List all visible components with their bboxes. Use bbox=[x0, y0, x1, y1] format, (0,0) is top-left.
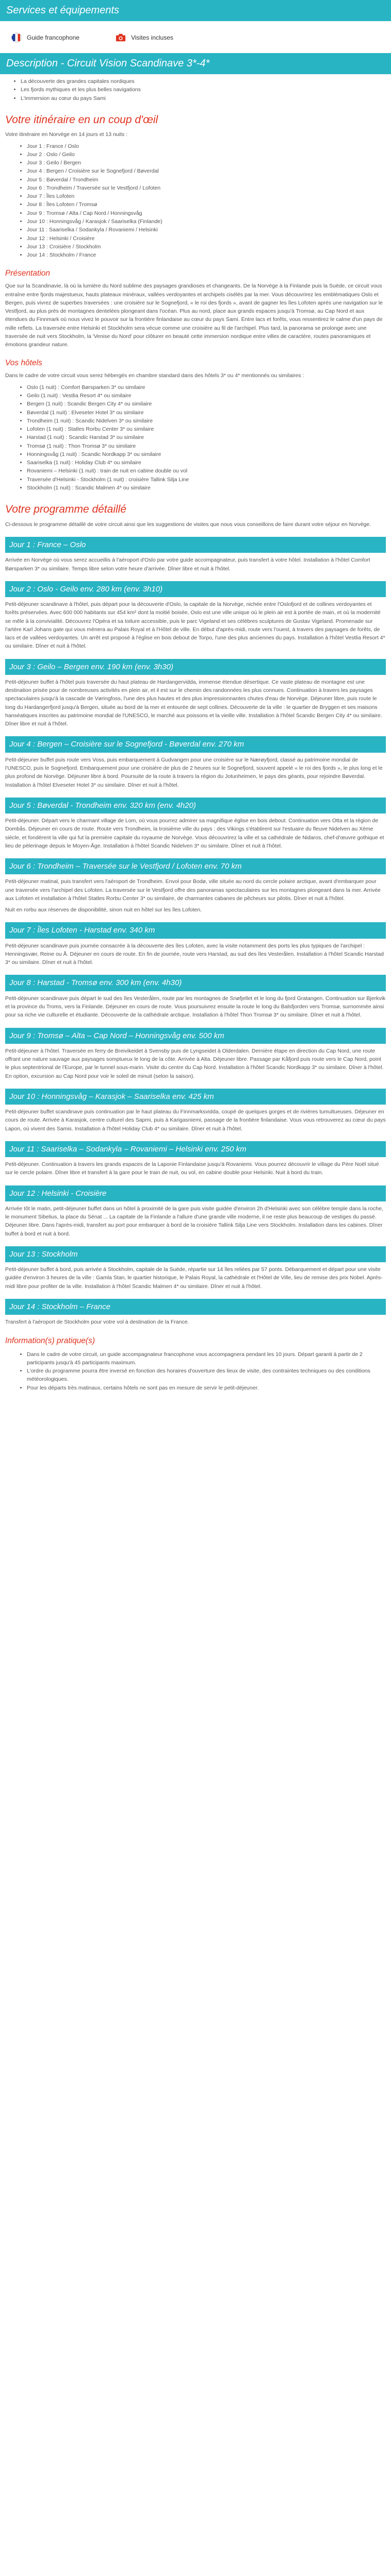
day-title: Jour 5 : Bøverdal - Trondheim env. 320 km (env. 4h20) bbox=[5, 798, 386, 814]
itinerary-list bbox=[5, 142, 386, 260]
day-text: Petit-déjeuner scandinave à l'hôtel, puis départ pour la découverte d'Oslo, la capitale de la Norvège, nichée entre l'Oslofjord et de collines verdoyantes et forêts préservées. Avec 600 000 habitants sur 454 km² dont la moitié boisée, Oslo est une ville unique où le plein air est à portée de main, et où la modernité se mêle à la convivialité. Découvrez l'Opéra et sa toiture accessible, puis le parc Vigeland et ses célèbres sculptures de Gustav Vigeland. Promenade sur l'artère Karl Johans gate qui vous mènera au Palais Royal et à l'Hôtel de ville. En début d'après-midi, route vers l'ouest, à travers des paysages de forêts, de lacs et de vallées verdoyantes. Un arrêt est proposé à l'église en bois debout de Torpo, l'une des plus anciennes du pays. Installation à l'hôtel Vestlia Resort 4* ou similaire. Dîner et nuit à l'hôtel. bbox=[5, 601, 385, 650]
information-item: • Pour les départs très matinaux, certains hôtels ne sont pas en mesure de servir le petit-déjeuner. bbox=[27, 1384, 386, 1392]
itinerary-day: • Jour 10 : Honningsvåg / Karasjok / Saariselka (Finlande) bbox=[27, 217, 386, 226]
day-title: Jour 9 : Tromsø – Alta – Cap Nord – Honningsvåg env. 500 km bbox=[5, 1028, 386, 1044]
itinerary-day: • Jour 3 : Geilo / Bergen bbox=[27, 159, 386, 167]
hotel-item: • Tromsø (1 nuit) : Thon Tromsø 3* ou similaire bbox=[27, 442, 386, 450]
day-title: Jour 14 : Stockholm – France bbox=[5, 1299, 386, 1315]
day-title: Jour 1 : France – Oslo bbox=[5, 537, 386, 553]
itinerary-day: • Jour 14 : Stockholm / France bbox=[27, 251, 386, 259]
day-text: Petit-déjeuner scandinave puis départ le sud des îles Vesterålen, route par les montagnes de Snøfjellet et le long du fjord Gratangen. Continuation sur Bjerkvik et la province du Troms, vers la Finlande. Déjeuner en cours de route. Vous poursuivrez ensuite la route le long du Balsfjorden vers Tromsø, surnommée ainsi pour sa riche vie culturelle et étudiante. Découverte de la cathédrale arctique. Installation à l'hôtel Thon Tromsø 3* ou similaire. Dîner et nuit à l'hôtel. bbox=[5, 995, 386, 1019]
hotel-item: • Trondheim (1 nuit) : Scandic Nidelven 3* ou similaire bbox=[27, 417, 386, 425]
day-text: Transfert à l'aéroport de Stockholm pour votre vol à destination de la France. bbox=[5, 1319, 189, 1326]
hotels-title: Vos hôtels bbox=[5, 359, 42, 368]
day-title: Jour 3 : Geilo – Bergen env. 190 km (env. 3h30) bbox=[5, 659, 386, 675]
itinerary-day: • Jour 8 : Îles Lofoten / Tromsø bbox=[27, 200, 386, 209]
itinerary-day: • Jour 6 : Trondheim / Traversée sur le Vestfjord / Lofoten bbox=[27, 184, 386, 192]
day-title: Jour 2 : Oslo - Geilo env. 280 km (env. 3h10) bbox=[5, 581, 386, 597]
day-text: Arrivée en Norvège où vous serez accueillis à l'aéroport d'Oslo par votre guide accompagnateur, puis transfert à votre hôtel. Installation à l'hôtel Comfort Børsparken 3* ou similaire. Temps libre selon votre heure d'arrivée. Dîner libre et nuit à l'hôtel. bbox=[5, 557, 370, 572]
itinerary-day: • Jour 9 : Tromsø / Alta / Cap Nord / Honningsvåg bbox=[27, 209, 386, 217]
day-note: Nuit en rorbu aux réserves de disponibilité, sinon nuit en hôtel sur les îles Lofoten. bbox=[5, 907, 202, 913]
highlights-list bbox=[5, 77, 386, 103]
day-title: Jour 4 : Bergen – Croisière sur le Sognefjord - Bøverdal env. 270 km bbox=[5, 736, 386, 752]
day-text: Petit-déjeuner buffet puis route vers Voss, puis embarquement à Gudvangen pour une croisière sur le Nærøyfjord, classé au patrimoine mondial de l'UNESCO, puis le Sognefjord. Embarquement pour une croisière de plus de 2 heures sur le Sognefjord, souvent appelé « le roi des fjords », le plus long et le plus profond de Norvège. Déjeuner libre à bord. Poursuite de la route à travers la région du Jotunheimen, le pays des géants, pour rejoindre Bøverdal. Installation à l'hôtel Elveseter Hotel 3* ou similaire. Dîner et nuit à l'hôtel. bbox=[5, 756, 383, 788]
day-text: Petit-déjeuner. Continuation à travers les grands espaces de la Laponie Finlandaise jusqu'à Rovaniemi. Vous pourrez découvrir le village du Père Noël situé sur le cercle polaire. Dîner libre et transfert à la gare pour le train de nuit, ou vol, en cabine double pour Helsinki. Nuit à bord du train. bbox=[5, 1161, 379, 1176]
day-text: Petit-déjeuner buffet à l'hôtel puis traversée du haut plateau de Hardangervidda, immense étendue désertique. Ce vaste plateau de montagne est une destination prisée pour de nombreuses activités en plein air, et il est sur le chemin des randonnées les plus connues. Continuation à travers les paysages spectaculaires jusqu'à la cascade de Vøringfoss, l'une des plus hautes et des plus impressionnantes chutes d'eau de Norvège. Déjeuner libre, puis route le long du Hardangerfjord jusqu'à Bergen, située au bord de la mer et entourée de sept collines. Découverte de la ville : le quartier de Bryggen et ses maisons hanséatiques inscrites au patrimoine mondial de l'UNESCO, le marché aux poissons et la vieille ville. Installation à l'hôtel Scandic Bergen City 4* ou similaire. Dîner libre et nuit à l'hôtel. bbox=[5, 679, 382, 727]
program-intro: Ci-dessous le programme détaillé de votre circuit ainsi que les suggestions de visites que nous vous conseillons de faire durant votre séjour en Norvège. bbox=[5, 521, 371, 528]
information-item: • Dans le cadre de votre circuit, un guide accompagnateur francophone vous accompagnera pendant les 10 jours. Départ garanti à partir de 2 participants jusqu'à 45 participants maximum. bbox=[27, 1350, 386, 1367]
presentation-text: Que sur la Scandinavie, là où la lumière du Nord sublime des paysages grandioses et changeants. De la Norvège à la Finlande puis la Suède, ce circuit vous entraîne entre fjords majestueux, hauts plateaux minéraux, vallées verdoyantes et archipels cisélés par la mer. Vous découvrirez les emblématiques Oslo et Bergen, puis vivrez de superbes traversées : une croisière sur le Sognefjord, « le roi des fjords », avant de gagner les îles Lofoten après une navigation sur le Vestfjord, au plus près de montagnes dentelées plongeant dans l'océan. Plus au nord, place aux grands espaces jusqu'à Tromsø, au Cap Nord et aux étendues du Finnmark où nous vivez le pouvoir sur la frontière finlandaise au cœur du pays Sami. Entre lacs et forêts, vous ressentirez le calme d'un pays de mille reflets. La traversée entre Helsinki et Stockholm sera vécue comme une croisière au fil de l'archipel. Plus tard, la panorama se prolonge avec une traversée de nuit vers Stockholm, la 'Venise du Nord' pour clôturer en beauté cette immersion nordique entre villes de caractère, routes panoramiques et émotions grandeur nature. bbox=[5, 283, 383, 348]
itinerary-day: • Jour 7 : Îles Lofoten bbox=[27, 192, 386, 200]
day-text: Petit-déjeuner scandinave puis journée consacrée à la découverte des îles Lofoten, avec la visite notamment des ports les plus typiques de l'archipel : Henningsvær, Reine ou Å. Déjeuner en cours de route. En fin de journée, route vers Harstad, au sud des îles Vesterålen. Installation à l'hôtel Scandic Harstad 3* ou similaire. Dîner et nuit à l'hôtel. bbox=[5, 942, 384, 966]
hotel-item: • Stockholm (1 nuit) : Scandic Malmen 4* ou similaire bbox=[27, 484, 386, 492]
presentation-title: Présentation bbox=[5, 269, 51, 278]
itinerary-day: • Jour 11 : Saariselka / Sodankyla / Rovaniemi / Helsinki bbox=[27, 226, 386, 234]
service-visits-label: Visites incluses bbox=[131, 34, 173, 41]
hotels-intro: Dans le cadre de votre circuit vous serez hébergés en chambre standard dans des hôtels 3* ou 4* mentionnés ou similaires : bbox=[5, 372, 304, 379]
day-text: Petit-déjeuner. Départ vers le charmant village de Lom, où vous pourrez admirer sa magnifique église en bois debout. Continuation vers Otta et la région de Dombås. Déjeuner en cours de route. Route vers Trondheim, la troisième ville du pays : des Vikings s'établirent sur l'estuaire du fleuve Nidelven au Xème siècle, et fondèrent la ville qui fut la première capitale du royaume de Norvège. Vous découvrirez la ville et sa cathédrale de Nidaros, chef-d'œuvre gothique et lieu de pèlerinage depuis le Moyen-Âge. Installation à l'hôtel Scandic Nidelven 3* ou similaire. Dîner et nuit à l'hôtel. bbox=[5, 818, 384, 849]
services-row bbox=[0, 21, 391, 53]
day-text: Petit-déjeuner buffet scandinave puis continuation par le haut plateau du Finnmarksvidda, coupé de quelques gorges et de rivières tumultueuses. Déjeuner en cours de route. Arrivée à Karasjok, centre culturel des Sapmi, puis à Karigasniemi, passage de la frontière finlandaise. Vous vous retrouverez au cœur du pays Lapon, où vivent des Samis. Installation à l'hôtel Holiday Club 4* ou similaire. Dîner et nuit à l'hôtel. bbox=[5, 1109, 386, 1132]
highlight-item: • Les fjords mythiques et les plus belles navigations bbox=[21, 86, 386, 94]
itinerary-day: • Jour 2 : Oslo / Geilo bbox=[27, 150, 386, 159]
information-title: Information(s) pratique(s) bbox=[5, 1336, 95, 1345]
service-guide bbox=[11, 32, 79, 43]
day-text: Petit-déjeuner buffet à bord, puis arrivée à Stockholm, capitale de la Suède, répartie sur 14 îles reliées par 57 ponts. Débarquement et départ pour une visite guidée d'environ 3 heures de la ville : Gamla Stan, le quartier historique, le Palais Royal, la cathédrale et l'Hôtel de Ville, lieu de remise des prix Nobel. Après-midi libre pour profiter de la ville. Installation à l'hôtel Scandic Malmen 4* ou similaire. Dîner et nuit à l'hôtel. bbox=[5, 1266, 383, 1290]
day-title: Jour 7 : Îles Lofoten - Harstad env. 340 km bbox=[5, 922, 386, 938]
day-title: Jour 12 : Helsinki - Croisière bbox=[5, 1185, 386, 1201]
information-list bbox=[5, 1350, 386, 1392]
hotel-item: • Bergen (1 nuit) : Scandic Bergen City 4* ou similaire bbox=[27, 400, 386, 408]
program-title: Votre programme détaillé bbox=[5, 503, 126, 516]
itinerary-subtitle: Votre itinéraire en Norvège en 14 jours et 13 nuits : bbox=[5, 131, 127, 138]
service-visits bbox=[116, 32, 173, 43]
day-title: Jour 6 : Trondheim – Traversée sur le Vestfjord / Lofoten env. 70 km bbox=[5, 858, 386, 874]
day-text: Arrivée tôt le matin, petit-déjeuner buffet dans un hôtel à proximité de la gare puis visite guidée d'environ 2h d'Helsinki avec son célèbre temple dans la roche, le monument Sibelius, la place du Sénat ... La capitale de la Finlande a l'allure d'une grande ville moderne, il ne reste plus beaucoup de vestiges du passé. Déjeuner libre. Dans l'après-midi, transfert au port pour embarquer à bord de la croisière Tallink Silja Line vers Stockholm. Installation dans les cabines. Dîner buffet à bord et nuit à bord. bbox=[5, 1205, 383, 1237]
hotel-item: • Geilo (1 nuit) : Vestlia Resort 4* ou similaire bbox=[27, 392, 386, 400]
itinerary-day: • Jour 5 : Bøverdal / Trondheim bbox=[27, 176, 386, 184]
camera-icon bbox=[116, 32, 126, 43]
information-item: • L'ordre du programme pourra être inversé en fonction des horaires d'ouverture des lieux de visite, des contraintes techniques ou des conditions météorologiques. bbox=[27, 1367, 386, 1384]
day-text: Petit-déjeuner matinal, puis transfert vers l'aéroport de Trondheim. Envol pour Bodø, ville située au nord du cercle polaire arctique, avant d'embarquer pour une traversée vers l'archipel des Lofoten. La traversée sur le Vestfjord offre des panoramas spectaculaires sur les montagnes plongeant dans la mer. Arrivée aux Lofoten et installation à l'hôtel Statles Rorbu Center 3* ou similaire, de charmantes cabanes de pêcheurs sur pilotis. Dîner et nuit à l'hôtel. bbox=[5, 878, 381, 902]
day-title: Jour 11 : Saariselka – Sodankyla – Rovaniemi – Helsinki env. 250 km bbox=[5, 1141, 386, 1157]
day-text: Petit-déjeuner à l'hôtel. Traversée en ferry de Breivikeidet à Svensby puis de Lyngseidet à Olderdalen. Dernière étape en direction du Cap Nord, une route offrant une nature sauvage aux paysages somptueux le long de la côte. Arrivée à Alta. Déjeuner libre. Passage par Kåfjord puis route vers le Cap Nord, point le plus septentrional de l'Europe, par le tunnel sous-marin. Visite du centre du Cap Nord. Installation à l'hôtel Scandic Nordkapp 3* ou similaire. Dîner à l'hôtel. En option, excursion au Cap Nord pour voir le soleil de minuit (selon la saison). bbox=[5, 1047, 384, 1079]
day-title: Jour 13 : Stockholm bbox=[5, 1246, 386, 1262]
services-banner: Services et équipements bbox=[0, 0, 391, 21]
hotel-item: • Lofoten (1 nuit) : Statles Rorbu Center 3* ou similaire bbox=[27, 425, 386, 433]
hotel-item: • Bøverdal (1 nuit) : Elveseter Hotel 3* ou similaire bbox=[27, 409, 386, 417]
hotels-list bbox=[5, 383, 386, 492]
itinerary-day: • Jour 4 : Bergen / Croisière sur le Sognefjord / Bøverdal bbox=[27, 167, 386, 175]
content bbox=[0, 77, 391, 1411]
hotel-item: • Traversée d'Helsinki - Stockholm (1 nuit) : croisière Tallink Silja Line bbox=[27, 476, 386, 484]
service-guide-label: Guide francophone bbox=[27, 34, 80, 41]
hotel-item: • Honningsvåg (1 nuit) : Scandic Nordkapp 3* ou similaire bbox=[27, 450, 386, 459]
itinerary-day: • Jour 13 : Croisière / Stockholm bbox=[27, 243, 386, 251]
hotel-item: • Harstad (1 nuit) : Scandic Harstad 3* ou similaire bbox=[27, 433, 386, 442]
flag-france-icon bbox=[11, 32, 22, 43]
itinerary-day: • Jour 12 : Helsinki / Croisière bbox=[27, 234, 386, 243]
description-banner: Description - Circuit Vision Scandinave 3*-4* bbox=[0, 53, 391, 74]
day-title: Jour 8 : Harstad - Tromsø env. 300 km (env. 4h30) bbox=[5, 975, 386, 991]
hotel-item: • Rovaniemi – Helsinki (1 nuit) : train de nuit en cabine double ou vol bbox=[27, 467, 386, 475]
highlight-item: • L'immersion au cœur du pays Sami bbox=[21, 94, 386, 103]
highlight-item: • La découverte des grandes capitales nordiques bbox=[21, 77, 386, 86]
itinerary-title: Votre itinéraire en un coup d'œil bbox=[5, 113, 158, 126]
hotel-item: • Saariselka (1 nuit) : Holiday Club 4* ou similaire bbox=[27, 459, 386, 467]
day-title: Jour 10 : Honningsvåg – Karasjok – Saariselka env. 425 km bbox=[5, 1089, 386, 1105]
hotel-item: • Oslo (1 nuit) : Comfort Børsparken 3* ou similaire bbox=[27, 383, 386, 392]
itinerary-day: • Jour 1 : France / Oslo bbox=[27, 142, 386, 150]
